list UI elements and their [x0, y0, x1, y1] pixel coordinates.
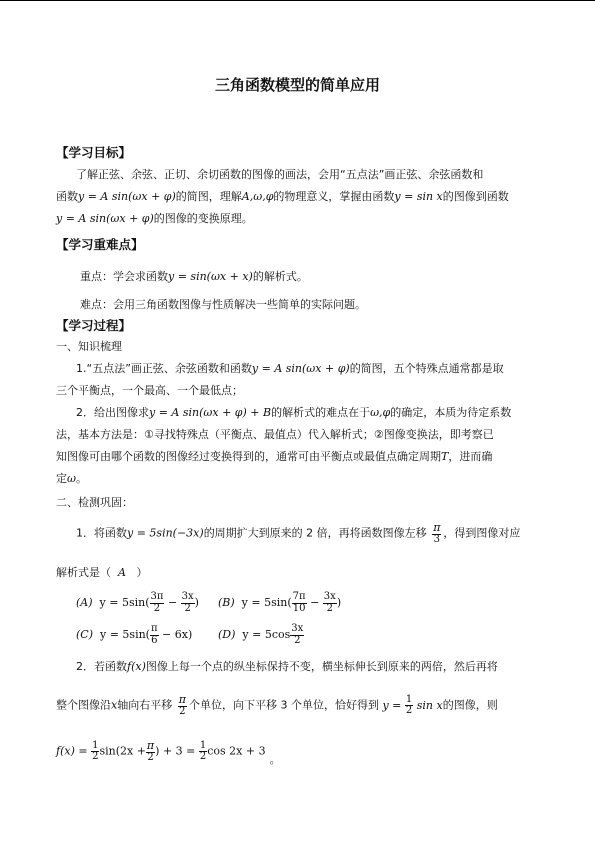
keypoint-nan: 难点：会用三角函数图像与性质解决一些简单的实际问题。 — [80, 298, 366, 311]
part1-p2-line2: 法，基本方法是：①寻找特殊点（平衡点、最值点）代入解析式；②图像变换法，即考察已 — [56, 428, 494, 441]
option-a: (A) y = 5sin( $\frac{3\pi}{2}$ − $\frac{3x}{2}$ ) — [76, 591, 199, 614]
part1-p2-line1: 2．给出图像求y = A sin(ωx + φ) + B的解析式的难点在于ω,φ的确定，本质为待定系数 — [76, 406, 512, 419]
option-c: (C) y = 5sin( $\frac{\pi}{6}$ − 6x) — [76, 623, 193, 646]
page-title: 三角函数模型的简单应用 — [214, 76, 380, 94]
section-goals: 【学习目标】 — [56, 145, 132, 160]
option-d: (D) y = 5cos $\frac{3x}{2}$ — [218, 623, 304, 646]
part1-p1-line2: 三个平衡点，一个最高、一个最低点； — [56, 384, 243, 397]
q1-line2: 解析式是（ A ） — [56, 566, 148, 579]
part1-p2-line4: 定ω。 — [56, 472, 87, 485]
part1-heading: 一、知识梳理 — [56, 340, 122, 353]
goals-line3: y = A sin(ωx + φ)的图像的变换原理。 — [56, 212, 253, 225]
part2-heading: 二、检测巩固： — [56, 496, 133, 509]
q1-answer: A — [118, 566, 126, 579]
section-keypoints: 【学习重难点】 — [56, 237, 144, 252]
section-process: 【学习过程】 — [56, 318, 132, 333]
q1-line1: 1．将函数y = 5sin(−3x)的周期扩大到原来的 2 倍，再将函数图像左移 $\frac{\pi}{3}$ ，得到图像对应 — [76, 521, 521, 545]
q2-line2: 整个图像沿x轴向右平移 $\frac{\pi}{2}$ 个单位，向下平移 3 个单位，恰好得到 y = $\frac{1}{2}$ sin x的图像，则 — [56, 693, 498, 717]
q2-line1: 2．若函数f(x)图像上每一个点的纵坐标保持不变，横坐标伸长到原来的两倍，然后再将 — [76, 660, 498, 673]
top-border — [0, 0, 595, 1]
part1-p2-line3: 知图像可由哪个函数的图像经过变换得到的，通常可由平衡点或最值点确定周期T，进而确 — [56, 450, 493, 463]
option-b: (B) y = 5sin( $\frac{7\pi}{10}$ − $\frac{3x}{2}$ ) — [218, 591, 342, 614]
goals-line2: 函数y = A sin(ωx + φ)的简图，理解A,ω,φ的物理意义，掌握由函数y = sin x的图像到函数 — [56, 190, 509, 203]
keypoint-zhong: 重点：学会求函数y = sin(ωx + x)的解析式。 — [80, 270, 308, 283]
goals-line1: 了解正弦、余弦、正切、余切函数的图像的画法，会用“五点法”画正弦、余弦函数和 — [76, 168, 484, 181]
q2-answer: f(x) = $\frac{1}{2}$ sin(2x + $\frac{\pi}{2}$ ) + 3 = $\frac{1}{2}$ cos 2x + 3。 — [56, 739, 281, 766]
part1-p1-line1: 1.“五点法”画正弦、余弦函数和函数y = A sin(ωx + φ)的简图，五个特殊点通常都是取 — [76, 362, 504, 375]
